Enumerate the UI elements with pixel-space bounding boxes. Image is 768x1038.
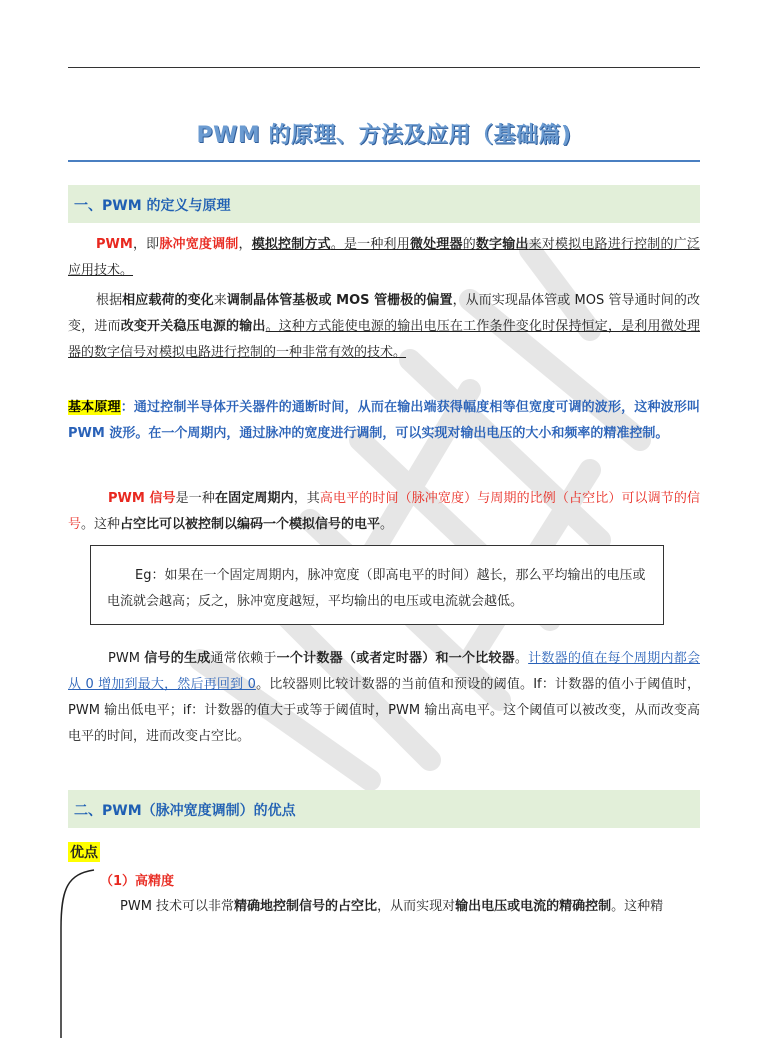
paragraph-pwm-signal <box>68 486 700 538</box>
text-run: 。这种方式能使电源的输出电压在工作条件变化时保持恒定，是利用微处理器的数字信号对模拟电路进行控制的一种非常有效的技术。 <box>68 319 700 360</box>
title-underline <box>68 160 700 162</box>
term-digital-output: 数字输出 <box>475 237 529 252</box>
term-pulse-width-modulation: 脉冲宽度调制 <box>159 237 239 252</box>
section-heading-2-text: 二、PWM（脉冲宽度调制）的优点 <box>74 803 296 819</box>
paragraph-basic-principle <box>68 395 700 447</box>
section-heading-1-text: 一、PWM 的定义与原理 <box>74 198 231 214</box>
text-run: 。 <box>514 651 529 666</box>
basic-principle-text: ：通过控制半导体开关器件的通断时间，从而在输出端获得幅度相等但宽度可调的波形，这种波形叫 PWM 波形。在一个周期内，通过脉冲的宽度进行调制，可以实现对输出电压的大小和频率的精准控制。 <box>68 400 700 441</box>
text-run: 通常依赖于 <box>210 651 277 666</box>
text-run: ，从而实现对 <box>377 899 456 914</box>
text-run: 。比较器则比较计数器的当前值和预设的阈值。If：计数器的值小于阈值时，PWM 输出低电平；if：计数器的值大于或等于阈值时，PWM 输出高电平。这个阈值可以被改变，从而改变高电平的时间，进而改变占空比。 <box>68 677 700 744</box>
document-title: PWM 的原理、方法及应用（基础篇) <box>196 123 572 148</box>
text-run: 根据 <box>96 293 123 308</box>
text-run: PWM <box>108 651 145 666</box>
basic-principle-label: 基本原理 <box>68 400 121 415</box>
term-signal-generation: 信号的生成 <box>144 651 211 666</box>
text-run: ， <box>238 237 252 252</box>
term-change-output: 改变开关稳压电源的输出 <box>120 319 266 334</box>
header-rule <box>68 67 700 68</box>
term-load-change: 相应载荷的变化 <box>122 293 214 308</box>
term-bias-modulation: 调制晶体管基极或 MOS 管栅极的偏置 <box>226 293 453 308</box>
text-run: ，即 <box>132 237 160 252</box>
term-counter-cycle: 计数器的值在每个周期内都会从 0 增加到最大，然后再回到 0 <box>68 651 700 692</box>
term-duty-cycle-encode: 占空比可以被控制以编码一个模拟信号的电平 <box>120 517 381 532</box>
text-run: 。 <box>380 517 394 532</box>
term-analog-control: 模拟控制方式 <box>251 237 331 252</box>
section-heading-1 <box>68 185 700 223</box>
text-run: 。这种精 <box>611 899 664 914</box>
term-duty-cycle-signal: 高电平的时间（脉冲宽度）与周期的比例（占空比）可以调节的信号 <box>68 491 700 532</box>
term-precise-control: 输出电压或电流的精确控制 <box>455 899 612 914</box>
example-text: Eg：如果在一个固定周期内，脉冲宽度（即高电平的时间）越长，那么平均输出的电压或电流就会越高；反之，脉冲宽度越短，平均输出的电压或电流就会越低。 <box>107 568 646 609</box>
text-run: 来 <box>213 293 227 308</box>
subheading-high-precision: （1）高精度 <box>100 874 175 889</box>
paragraph-modulation <box>68 288 700 366</box>
term-counter-comparator: 一个计数器（或者定时器）和一个比较器 <box>276 651 515 666</box>
text-run: 是一种 <box>175 491 216 506</box>
paragraph-definition <box>68 232 700 284</box>
term-fixed-period: 在固定周期内 <box>215 491 294 506</box>
text-run: ，从而实现晶体管或 MOS 管导通时间的改变，进而 <box>68 293 700 334</box>
text-run: 。这种 <box>81 517 121 532</box>
text-run: 。是一种利用 <box>330 237 410 252</box>
term-pwm: PWM <box>96 237 133 252</box>
text-run: 来对模拟电路进行控制的广泛应用技术。 <box>68 237 700 278</box>
paragraph-signal-generation <box>68 646 700 750</box>
text-run: ，其 <box>293 491 320 506</box>
term-precise-duty: 精确地控制信号的占空比 <box>234 899 378 914</box>
text-run: 的 <box>462 237 476 252</box>
text-run: PWM 技术可以非常 <box>120 899 235 914</box>
example-box <box>90 545 664 625</box>
section-heading-2 <box>68 790 700 828</box>
term-microprocessor: 微处理器 <box>409 237 463 252</box>
advantages-label: 优点 <box>68 842 100 862</box>
term-pwm-signal: PWM 信号 <box>108 491 176 506</box>
paragraph-high-precision <box>68 894 700 920</box>
